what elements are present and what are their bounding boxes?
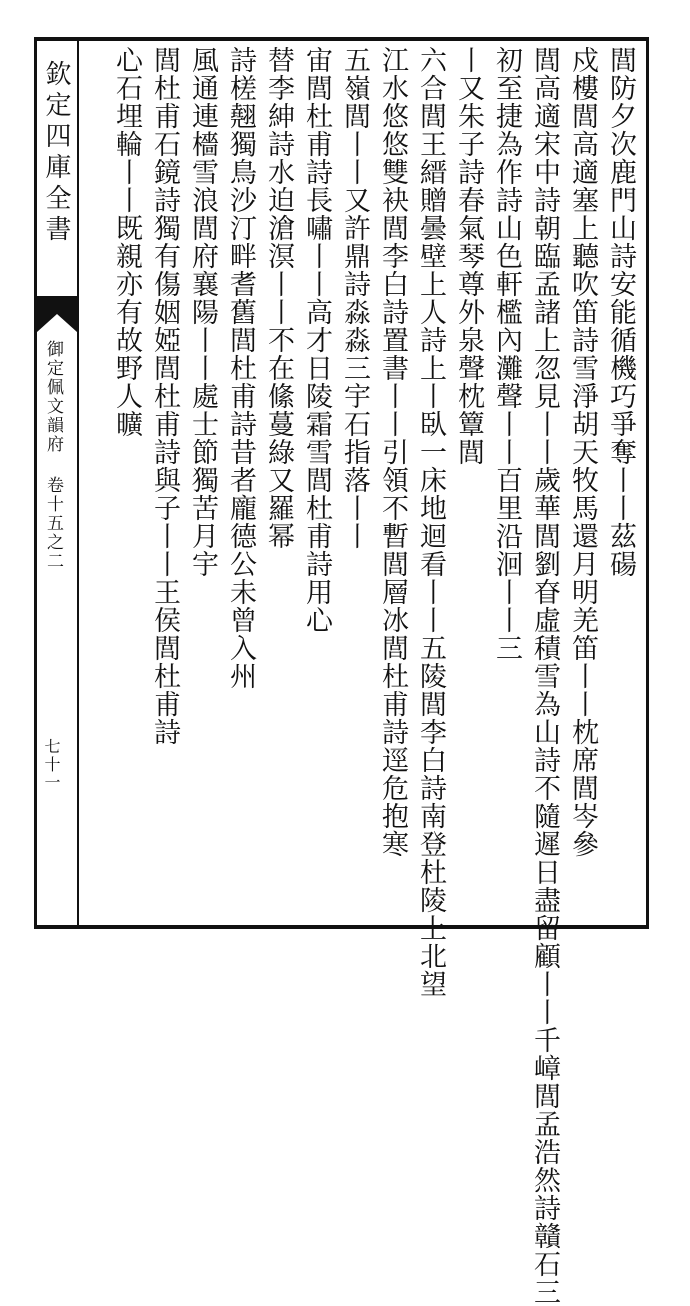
margin-divider-rule: [77, 37, 79, 929]
text-column-12: 風通連檣雪浪閭府襄陽丨丨處士節獨苦月宇: [187, 46, 218, 578]
text-column-14: 心石埋輪丨丨既親亦有故野人曠: [111, 46, 142, 438]
subtitle-text: 御定佩文韻府: [43, 340, 63, 454]
text-column-1: 閭防夕次鹿門山詩安能循機巧爭奪丨丨茲碭: [605, 46, 636, 578]
text-column-10: 替李紳詩水迫滄溟丨丨不在絛蔓綠又羅幂: [263, 46, 294, 550]
fishtail-mark-icon: [37, 296, 77, 332]
volume-text: 卷十五之二: [43, 476, 63, 571]
text-column-13: 閭杜甫石鏡詩獨有傷姻婭閭杜甫詩與子丨丨王侯閭杜甫詩: [149, 46, 180, 746]
right-border-rule: [646, 37, 649, 929]
book-title: 欽定四庫全書: [41, 60, 71, 246]
text-column-7: 江水悠悠雙袂閭李白詩置書丨丨引領不暫閭層冰閭杜甫詩逕危抱寒: [377, 46, 408, 858]
text-column-8: 五嶺閭丨丨又許鼎詩淼淼三宇石指落丨丨: [339, 46, 370, 550]
text-column-11: 詩槎翹獨鳥沙汀畔耆舊閭杜甫詩昔者龐德公未曾入州: [225, 46, 256, 690]
text-column-6: 六合閭王縉贈曇壁上人詩上丨臥一床地迴看丨丨五陵閭李白詩南登杜陵上北望: [415, 46, 446, 998]
top-border-rule: [34, 37, 649, 41]
text-column-5: 丨又朱子詩春氣琴尊外泉聲枕簟閭: [453, 46, 484, 466]
text-column-9: 宙閭杜甫詩長嘯丨丨高才日陵霜雪閭杜甫詩用心: [301, 46, 332, 634]
text-column-4: 初至捷為作詩山色軒檻內灘聲丨丨百里沿洄丨丨三: [491, 46, 522, 662]
page-number: 七十一: [42, 738, 61, 792]
text-column-2: 戍樓閭高適塞上聽吹笛詩雪淨胡天牧馬還月明羌笛丨丨枕席閭岑參: [567, 46, 598, 858]
text-column-3: 閭高適宋中詩朝臨孟諸上忽見丨丨歲華閭劉眘虛積雪為山詩不隨遲日盡留顧丨丨千嶂閭孟浩然詩贛石三: [529, 46, 560, 1306]
left-border-rule: [34, 37, 37, 929]
book-subtitle: [43, 340, 63, 571]
